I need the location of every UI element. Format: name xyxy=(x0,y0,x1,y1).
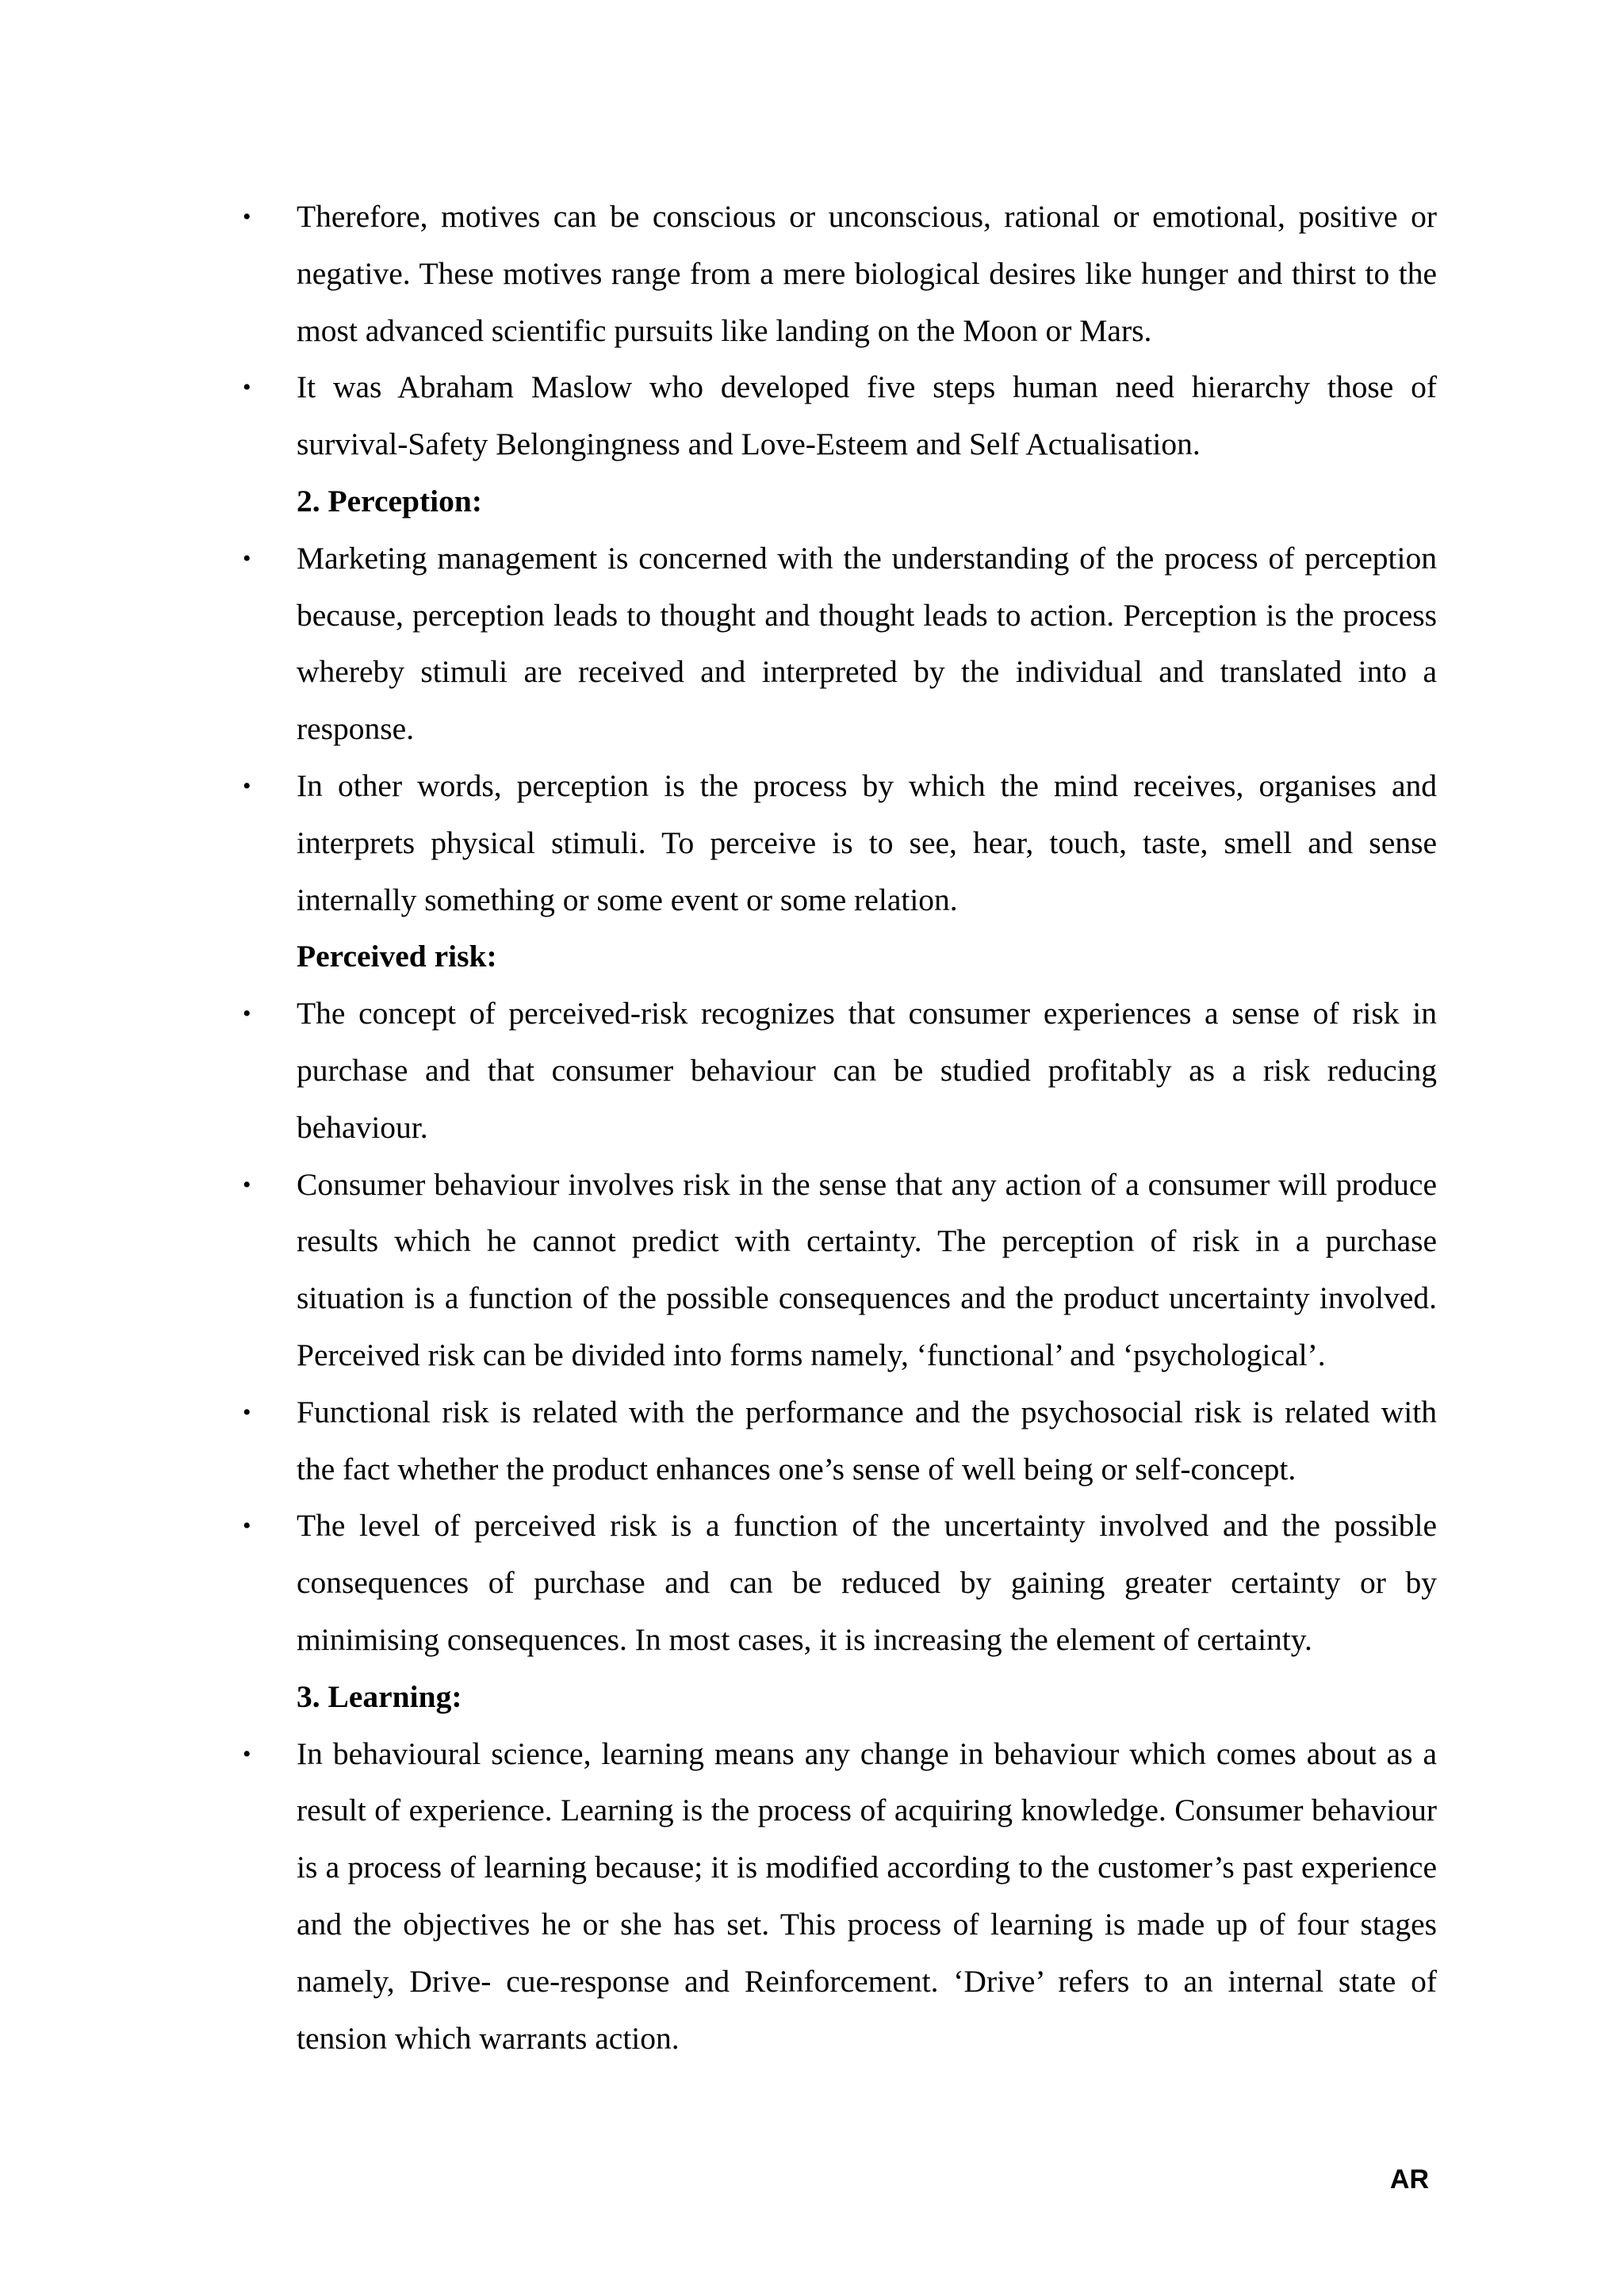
bullet-text: Marketing management is concerned with the understanding of the process of perception because, perception leads to thought and thought leads to action. Perception is the process whereby stimuli are received and interpreted by the individual and translated into a response. xyxy=(297,540,1437,747)
footer-initials: AR xyxy=(1389,2164,1429,2195)
section-heading-perceived-risk: Perceived risk: xyxy=(297,939,497,974)
bullet-icon: • xyxy=(243,1513,251,1540)
section-heading-learning: 3. Learning: xyxy=(297,1678,462,1714)
bullet-text: Therefore, motives can be conscious or unconscious, rational or emotional, positive or negative. These motives range from a mere biological desires like hunger and thirst to the most advanced scientific pursuits like landing on the Moon or Mars. xyxy=(297,199,1437,348)
bullet-text: In other words, perception is the process by which the mind receives, organises and interprets physical stimuli. To perceive is to see, hear, touch, taste, smell and sense internally something or some event or some relation. xyxy=(297,767,1437,917)
bullet-text: In behavioural science, learning means any change in behaviour which comes about as a result of experience. Learning is the process of acquiring knowledge. Consumer behaviour is a process of learning because; it is modified according to the customer’s past experience and the objectives he or she has set. This process of learning is made up of four stages namely, Drive- cue-response and Reinforcement. ‘Drive’ refers to an internal state of tension which warrants action. xyxy=(297,1735,1437,2056)
bullet-item xyxy=(238,530,1437,758)
bullet-text: The concept of perceived-risk recognizes that consumer experiences a sense of risk in purchase and that consumer behaviour can be studied profitably as a risk reducing behaviour. xyxy=(297,996,1437,1145)
bullet-item xyxy=(238,758,1437,928)
bullet-text: Functional risk is related with the performance and the psychosocial risk is related with the fact whether the product enhances one’s sense of well being or self-concept. xyxy=(297,1394,1437,1487)
page-content xyxy=(238,189,1437,2067)
bullet-icon: • xyxy=(243,1740,251,1767)
bullet-icon: • xyxy=(243,1001,251,1027)
bullet-item xyxy=(238,1157,1437,1384)
bullet-icon: • xyxy=(243,772,251,799)
bullet-item xyxy=(238,1384,1437,1498)
bullet-icon: • xyxy=(243,374,251,401)
bullet-icon: • xyxy=(243,1171,251,1198)
bullet-item xyxy=(238,1726,1437,2068)
bullet-text: It was Abraham Maslow who developed five steps human need hierarchy those of survival-Safety Belongingness and Love-Esteem and Self Actualisation. xyxy=(297,369,1437,462)
bullet-item xyxy=(238,359,1437,473)
bullet-item xyxy=(238,1498,1437,1668)
section-heading-perception: 2. Perception: xyxy=(297,483,483,519)
bullet-item xyxy=(238,985,1437,1156)
bullet-icon: • xyxy=(243,1399,251,1425)
bullet-icon: • xyxy=(243,204,251,230)
bullet-item xyxy=(238,189,1437,359)
bullet-icon: • xyxy=(243,545,251,572)
bullet-text: Consumer behaviour involves risk in the sense that any action of a consumer will produce results which he cannot predict with certainty. The perception of risk in a purchase situation is a function of the possible consequences and the product uncertainty involved. Perceived risk can be divided into forms namely, ‘functional’ and ‘psychological’. xyxy=(297,1166,1437,1372)
bullet-text: The level of perceived risk is a function of the uncertainty involved and the possible consequences of purchase and can be reduced by gaining greater certainty or by minimising consequences. In most cases, it is increasing the element of certainty. xyxy=(297,1508,1437,1657)
